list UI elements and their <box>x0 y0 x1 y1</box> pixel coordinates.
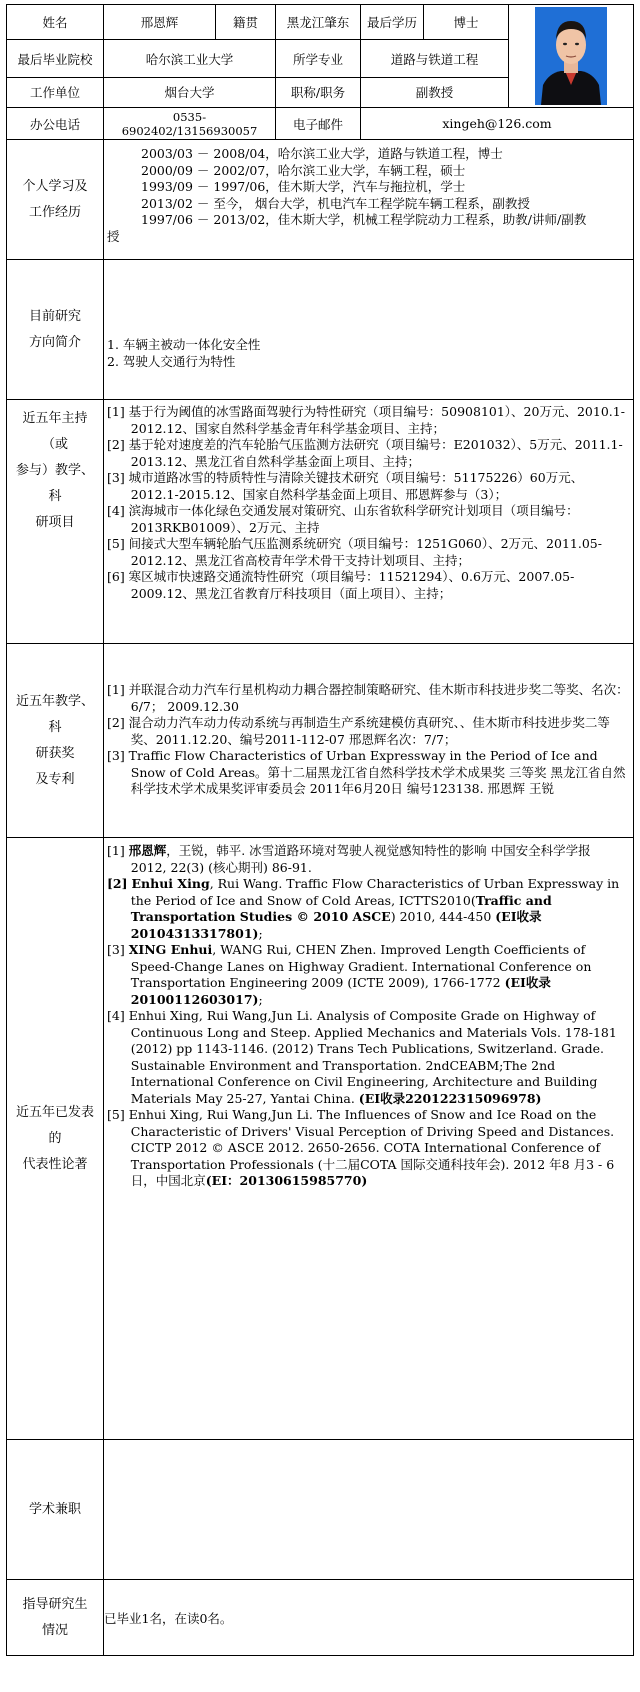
history-label: 个人学习及 工作经历 <box>7 140 104 260</box>
phone-label: 办公电话 <box>7 108 104 140</box>
project-item: [3] 城市道路冰雪的特质特性与清除关键技术研究（项目编号：51175226）60万元、2012.1-2015.12、国家自然科学基金面上项目、邢恩辉参与（3）； <box>107 470 584 502</box>
name-label: 姓名 <box>7 5 104 40</box>
degree-value: 博士 <box>424 5 509 40</box>
academic-content <box>104 1440 634 1580</box>
award-item: [3] Traffic Flow Characteristics of Urban Expressway in the Period of Ice and Snow of Cold Areas。第十二届黑龙江省自然科学技术学术成果奖 三等奖 黑龙江省自然科学技术学术成果奖评审委员会 2011年6月20日 编号123138. 邢恩辉 王锐 <box>107 748 626 796</box>
title-value: 副教授 <box>361 77 509 107</box>
employer-label: 工作单位 <box>7 77 104 107</box>
students-label: 指导研究生 情况 <box>7 1580 104 1656</box>
paper-item: [2] Enhui Xing, Rui Wang. Traffic Flow Characteristics of Urban Expressway in the Period of Ice and Snow of Cold Areas, ICTTS2010(Traffic and Transportation Studies © 2010 ASCE) 2010, 444-450 (EI收录20104313317801); <box>107 876 620 941</box>
paper-item: [4] Enhui Xing, Rui Wang,Jun Li. Analysis of Composite Grade on Highway of Continuous Long and Steep. Applied Mechanics and Materials Vols. 178-181 (2012) pp 1143-1146. (2012) Trans Tech Publications, Switzerland. Grade. Sustainable Environment and Transportation. 2ndCEABM;The 2nd International Conference on Civil Engineering, Architecture and Building Materials May 25-27, Yantai China. (EI收录220122315096978) <box>107 1008 617 1106</box>
name-value: 邢恩辉 <box>104 5 216 40</box>
email-value: xingeh@126.com <box>361 108 634 140</box>
portrait-photo <box>535 7 607 105</box>
history-item: 2000/09 － 2002/07，哈尔滨工业大学，车辆工程，硕士 <box>141 162 466 178</box>
paper-item: [5] Enhui Xing, Rui Wang,Jun Li. The Influences of Snow and Ice Road on the Characteristic of Drivers' Visual Perception of Driving Speed and Distances. CICTP 2012 © ASCE 2012. 2650-2656. COTA International Conference of Transportation Professionals (十二届COTA 国际交通科技年会). 2012 年8 月3 - 6 日，中国北京(EI：20130615985770) <box>107 1107 615 1188</box>
employer-value: 烟台大学 <box>104 77 276 107</box>
history-item: 1993/09 － 1997/06，佳木斯大学，汽车与拖拉机，学士 <box>141 179 466 194</box>
history-item: 2003/03 － 2008/04，哈尔滨工业大学，道路与铁道工程，博士 <box>141 146 503 161</box>
awards-content <box>104 644 634 838</box>
project-item: [5] 间接式大型车辆轮胎气压监测系统研究（项目编号：1251G060）、2万元、2011.05-2012.12、黑龙江省高校青年学术骨干支持计划项目、主持； <box>107 536 602 568</box>
projects-label: 近五年主持（或 参与）教学、科 研项目 <box>7 400 104 644</box>
major-value: 道路与铁道工程 <box>361 40 509 77</box>
award-item: [1] 并联混合动力汽车行星机构动力耦合器控制策略研究、佳木斯市科技进步奖二等奖、名次：6/7； 2009.12.30 <box>107 682 629 714</box>
degree-label: 最后学历 <box>361 5 424 40</box>
project-item: [1] 基于行为阈值的冰雪路面驾驶行为特性研究（项目编号：50908101）、20万元、2010.1-2012.12、国家自然科学基金青年科学基金项目、主持； <box>107 404 625 436</box>
hometown-label: 籍贯 <box>216 5 276 40</box>
phone-value: 0535-6902402/13156930057 <box>104 108 276 140</box>
paper-item: [1] 邢恩辉，王锐，韩平. 冰雪道路环境对驾驶人视觉感知特性的影响 中国安全科学学报 2012, 22(3) (核心期刊) 86-91. <box>107 843 591 875</box>
title-label: 职称/职务 <box>276 77 361 107</box>
research-label: 目前研究 方向简介 <box>7 260 104 400</box>
school-label: 最后毕业院校 <box>7 40 104 77</box>
history-item-wrap: 授 <box>107 228 120 244</box>
history-item: 1997/06 － 2013/02，佳木斯大学，机械工程学院动力工程系，助教/讲师/副教 <box>141 212 587 227</box>
students-content: 已毕业1名，在读0名。 <box>104 1580 634 1656</box>
email-label: 电子邮件 <box>276 108 361 140</box>
history-content <box>104 140 634 260</box>
major-label: 所学专业 <box>276 40 361 77</box>
awards-label: 近五年教学、科 研获奖 及专利 <box>7 644 104 838</box>
papers-content <box>104 838 634 1440</box>
cv-table <box>6 4 634 1656</box>
school-value: 哈尔滨工业大学 <box>104 40 276 77</box>
projects-content <box>104 400 634 644</box>
academic-label: 学术兼职 <box>7 1440 104 1580</box>
paper-item: [3] XING Enhui, WANG Rui, CHEN Zhen. Improved Length Coefficients of Speed-Change Lanes on Highway Gradient. International Conference on Transportation Engineering 2009 (ICTE 2009), 1766-1772 (EI收录20100112603017); <box>107 942 592 1007</box>
history-item: 2013/02 － 至今， 烟台大学，机电汽车工程学院车辆工程系，副教授 <box>141 195 530 211</box>
research-item: 2. 驾驶人交通行为特性 <box>107 353 236 369</box>
project-item: [2] 基于轮对速度差的汽车轮胎气压监测方法研究（项目编号：E201032）、5万元、2011.1-2013.12、黑龙江省自然科学基金面上项目、主持； <box>107 437 623 469</box>
project-item: [4] 滨海城市一体化绿色交通发展对策研究、山东省软科学研究计划项目（项目编号：2013RKB01009）、2万元、主持 <box>107 503 579 535</box>
award-item: [2] 混合动力汽车动力传动系统与再制造生产系统建模仿真研究、、佳木斯市科技进步奖二等奖、2011.12.20、编号2011-112-07 邢恩辉名次：7/7； <box>107 715 610 747</box>
hometown-value: 黑龙江肇东 <box>276 5 361 40</box>
research-content <box>104 260 634 400</box>
research-item: 1. 车辆主被动一体化安全性 <box>107 337 261 352</box>
photo-cell <box>509 5 634 108</box>
project-item: [6] 寒区城市快速路交通流特性研究（项目编号：11521294）、0.6万元、2007.05-2009.12、黑龙江省教育厅科技项目（面上项目）、主持； <box>107 569 575 601</box>
papers-label: 近五年已发表的 代表性论著 <box>7 838 104 1440</box>
